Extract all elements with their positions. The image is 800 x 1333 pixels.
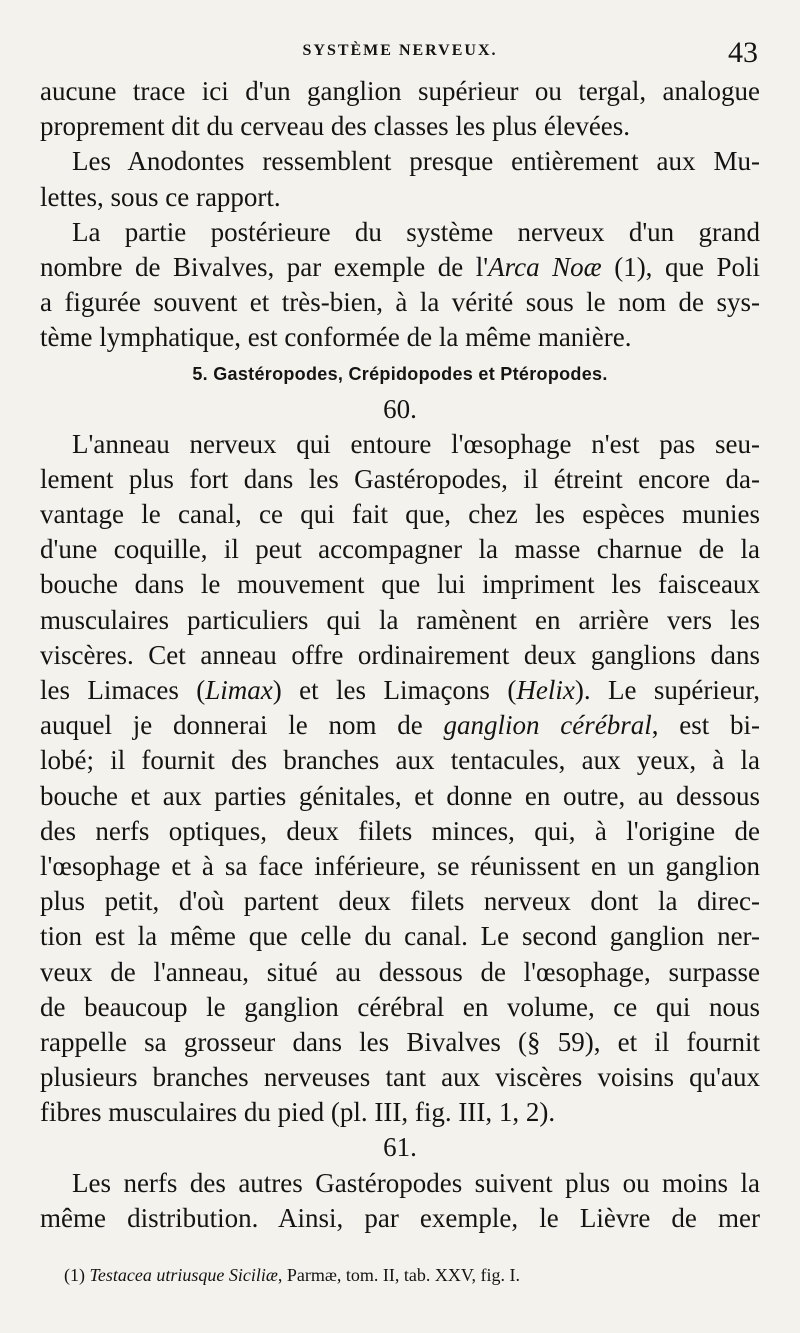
italic-term: Helix	[516, 675, 575, 705]
text-line: viscères. Cet anneau offre ordinairement deux ganglions dans	[40, 639, 760, 670]
footnote-text: , Parmæ, tom. II, tab. XXV, fig. I.	[277, 1265, 520, 1285]
text-run: , est bi-	[651, 710, 760, 741]
body-text	[40, 74, 760, 1236]
text-line: l'œsophage et à sa face inférieure, se réunissent en un ganglion	[40, 850, 760, 881]
text-run: ). Le supérieur,	[574, 675, 760, 705]
page-header	[40, 36, 760, 76]
text-run: auquel je donnerai le nom de	[40, 710, 444, 741]
footnote-marker: (1)	[64, 1265, 90, 1285]
text-run: nombre de Bivalves, par exemple de l'	[40, 251, 489, 282]
running-head: SYSTÈME NERVEUX.	[302, 42, 498, 59]
text-line: des nerfs optiques, deux filets minces, qui, à l'origine de	[40, 815, 760, 846]
text-line: tion est la même que celle du canal. Le second ganglion ner-	[40, 921, 760, 952]
text-line: a figurée souvent et très-bien, à la vérité sous le nom de sys-	[40, 287, 760, 318]
section-number: 61.	[383, 1132, 417, 1163]
text-line: tème lymphatique, est conformée de la même manière.	[40, 322, 632, 353]
text-line: lobé; il fournit des branches aux tentacules, aux yeux, à la	[40, 745, 760, 776]
text-run: les Limaces (	[40, 675, 206, 705]
text-line: lement plus fort dans les Gastéropodes, il étreint encore da-	[40, 463, 760, 494]
text-line: veux de l'anneau, situé au dessous de l'œsophage, surpasse	[40, 956, 760, 987]
text-line: bouche et aux parties génitales, et donne en outre, au dessous	[40, 780, 760, 811]
text-line: proprement dit du cerveau des classes les plus élevées.	[40, 111, 631, 142]
text-line: fibres musculaires du pied (pl. III, fig. III, 1, 2).	[40, 1097, 556, 1128]
text-line: Les Anodontes ressemblent presque entièrement aux Mu-	[72, 146, 760, 177]
text-line	[40, 708, 760, 743]
text-line: bouche dans le mouvement que lui impriment les faisceaux	[40, 569, 760, 600]
text-line	[40, 673, 760, 708]
footnote-title: Testacea utriusque Siciliæ	[89, 1265, 278, 1285]
text-line: vantage le canal, ce qui fait que, chez les espèces munies	[40, 499, 760, 530]
text-line: de beaucoup le ganglion cérébral en volume, ce qui nous	[40, 991, 760, 1022]
text-line: La partie postérieure du système nerveux d'un grand	[72, 216, 760, 247]
text-line	[40, 250, 760, 285]
text-line: lettes, sous ce rapport.	[40, 181, 281, 212]
section-heading: 5. Gastéropodes, Crépidopodes et Ptéropodes.	[192, 363, 608, 384]
text-line: rappelle sa grosseur dans les Bivalves (§ 59), et il fournit	[40, 1026, 760, 1057]
section-number: 60.	[383, 393, 417, 424]
text-line: même distribution. Ainsi, par exemple, le Lièvre de mer	[40, 1202, 760, 1233]
text-line: L'anneau nerveux qui entoure l'œsophage n'est pas seu-	[72, 428, 760, 459]
text-line: plusieurs branches nerveuses tant aux viscères voisins qu'aux	[40, 1062, 760, 1093]
text-line: Les nerfs des autres Gastéropodes suivent plus ou moins la	[72, 1167, 760, 1198]
text-line: plus petit, d'où partent deux filets nerveux dont la direc-	[40, 886, 760, 917]
text-line: musculaires particuliers qui la ramènent en arrière vers les	[40, 604, 760, 635]
italic-term: Arca Noæ	[488, 251, 602, 282]
text-line: aucune trace ici d'un ganglion supérieur ou tergal, analogue	[40, 76, 760, 106]
footnote	[64, 1263, 744, 1287]
text-run: (1), que Poli	[601, 251, 760, 282]
text-run: ) et les Limaçons (	[272, 675, 517, 705]
italic-term: Limax	[205, 675, 273, 705]
page-number: 43	[728, 36, 758, 69]
italic-term: ganglion cérébral	[443, 710, 652, 741]
text-line: d'une coquille, il peut accompagner la masse charnue de la	[40, 534, 760, 565]
